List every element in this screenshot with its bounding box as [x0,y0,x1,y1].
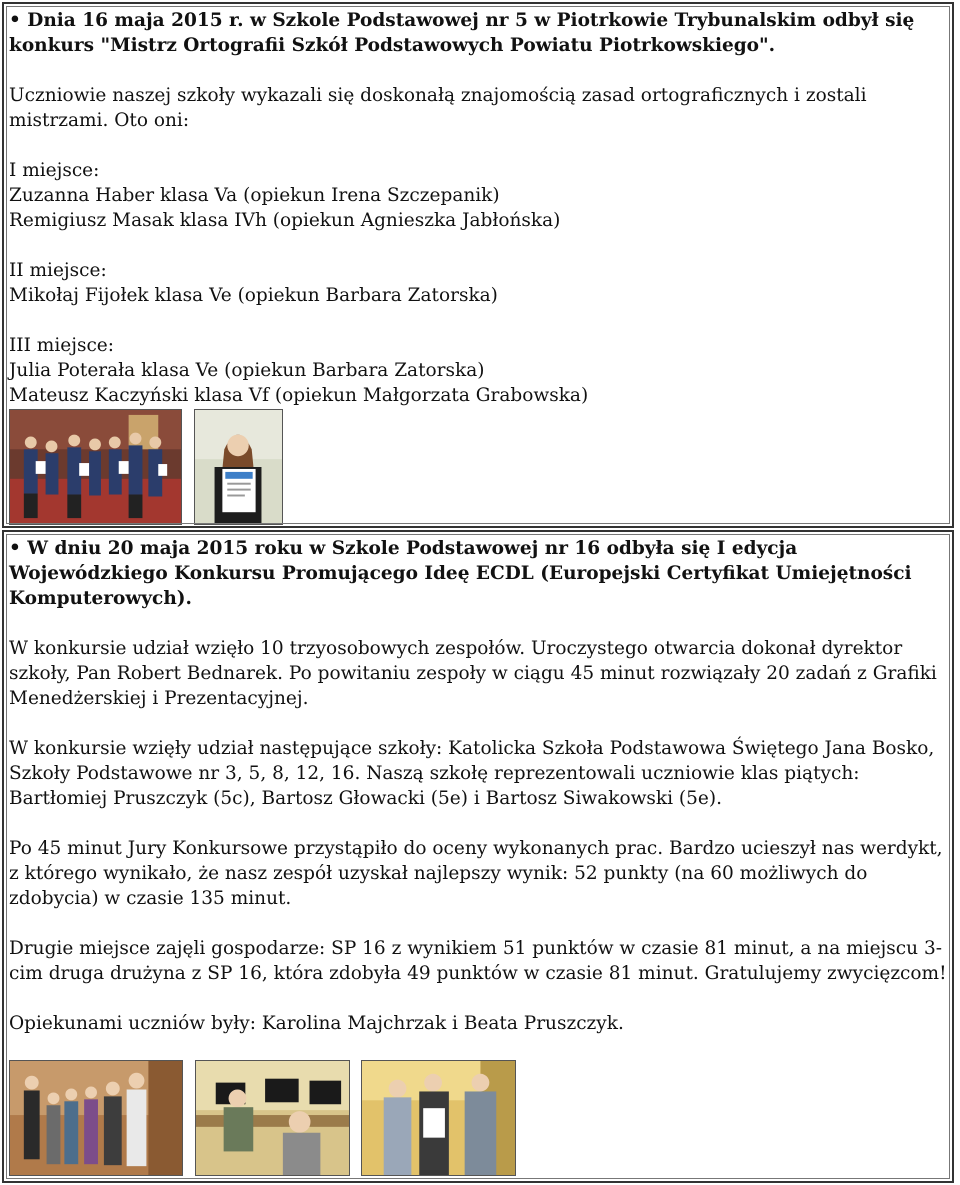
article-ecdl-content [9,536,947,1177]
bullet-icon: • [9,538,21,559]
place1-winner: Remigiusz Masak klasa IVh (opiekun Agnieszka Jabłońska) [9,210,561,231]
place3-winner: Julia Poterała klasa Ve (opiekun Barbara Zatorska) [9,360,485,381]
article-ortografia-content [9,8,947,522]
heading-text: Dnia 16 maja 2015 r. w Szkole Podstawowej nr 5 w Piotrkowie Trybunalskim odbył się konkurs "Mistrz Ortografii Szkół Podstawowych Powiatu Piotrkowskiego". [9,10,915,56]
paragraph: W konkursie udział wzięło 10 trzyosobowych zespołów. Uroczystego otwarcia dokonał dyrektor szkoły, Pan Robert Bednarek. Po powitaniu zespoły w ciągu 45 minut rozwiązały 20 zadań z Grafiki Menedżerskiej i Prezentacyjnej. [9,638,937,709]
paragraph: W konkursie wzięły udział następujące szkoły: Katolicka Szkoła Podstawowa Świętego Jana Bosko, Szkoły Podstawowe nr 3, 5, 8, 12, 16. Naszą szkołę reprezentowali uczniowie klas piątych: Bartłomiej Pruszczyk (5c), Bartosz Głowacki (5e) i Bartosz Siwakowski (5e). [9,738,935,809]
computer-lab-photo[interactable] [195,1060,350,1176]
article-ecdl-heading [9,536,947,611]
heading-text: W dniu 20 maja 2015 roku w Szkole Podstawowej nr 16 odbyła się I edycja Wojewódzkiego Konkursu Promującego Ideę ECDL (Europejski Certyfikat Umiejętności Komputerowych). [9,538,912,609]
intro-text: Uczniowie naszej szkoły wykazali się doskonałą znajomością zasad ortograficznych i zostali mistrzami. Oto oni: [9,85,867,131]
place2-winner: Mikołaj Fijołek klasa Ve (opiekun Barbara Zatorska) [9,285,498,306]
article-ortografia-heading [9,8,947,58]
article-ortografia [2,2,954,528]
article-ecdl [2,530,954,1183]
place1-winner: Zuzanna Haber klasa Va (opiekun Irena Szczepanik) [9,185,500,206]
paragraph: Opiekunami uczniów były: Karolina Majchrzak i Beata Pruszczyk. [9,1013,624,1034]
paragraph: Drugie miejsce zajęli gospodarze: SP 16 z wynikiem 51 punktów w czasie 81 minut, a na miejscu 3-cim druga drużyna z SP 16, która zdobyła 49 punktów w czasie 81 minut. Gratulujemy zwycięzcom! [9,938,947,984]
place2-label: II miejsce: [9,260,107,281]
place3-label: III miejsce: [9,335,114,356]
paragraph: Po 45 minut Jury Konkursowe przystąpiło do oceny wykonanych prac. Bardzo ucieszył nas werdykt, z którego wynikało, że nasz zespół uzyskał najlepszy wynik: 52 punkty (na 60 możliwych do zdobycia) w czasie 135 minut. [9,838,943,909]
bullet-icon: • [9,10,21,31]
group-photo[interactable] [9,409,182,525]
place1-label: I miejsce: [9,160,100,181]
place3-winner: Mateusz Kaczyński klasa Vf (opiekun Małgorzata Grabowska) [9,385,589,406]
boys-with-diploma-photo[interactable] [361,1060,516,1176]
team-with-teachers-photo[interactable] [9,1060,183,1176]
girl-with-diploma-photo[interactable] [194,409,283,525]
